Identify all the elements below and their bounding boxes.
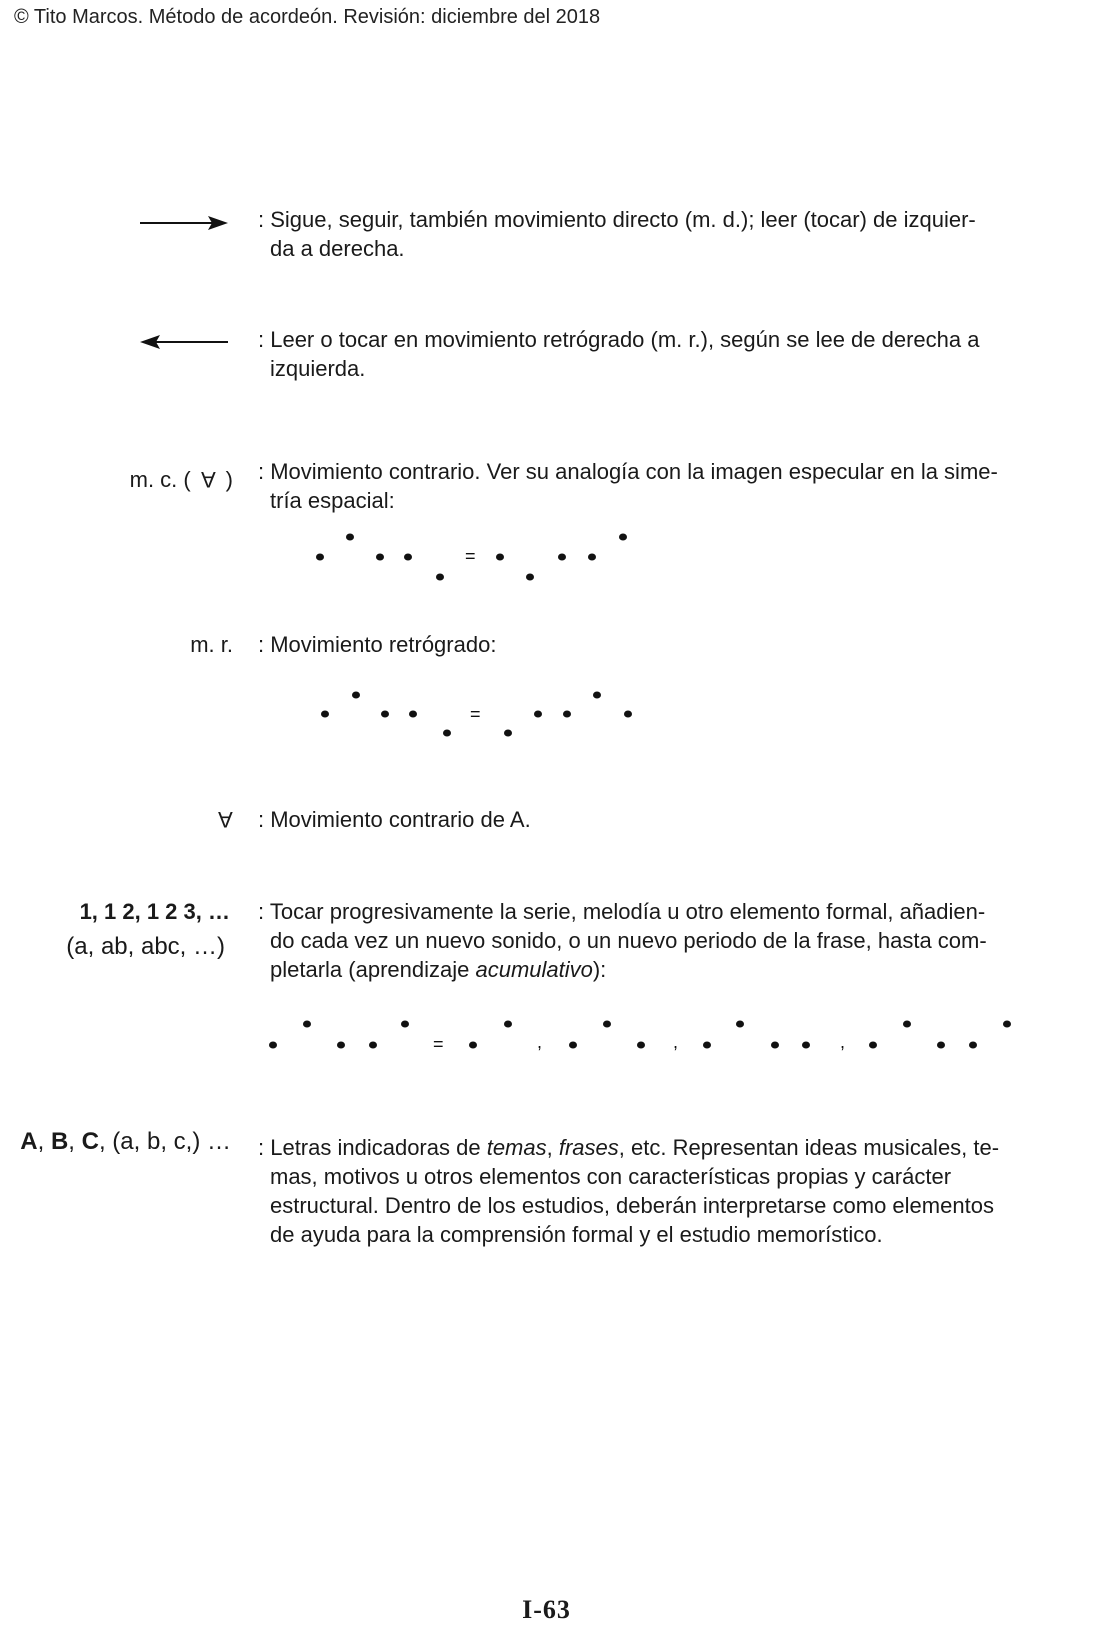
retro-arrow-description bbox=[258, 325, 1058, 383]
note-dot bbox=[903, 1021, 911, 1028]
letters-line-1-pre: : Letras indicadoras de bbox=[258, 1135, 487, 1160]
note-dot bbox=[381, 711, 389, 718]
direct-line-2: da a derecha. bbox=[270, 236, 405, 261]
letters-line-4: de ayuda para la comprensión formal y el estudio memorístico. bbox=[270, 1222, 883, 1247]
comma-separator: , bbox=[840, 1032, 846, 1052]
inverted-a-symbol: A bbox=[200, 467, 216, 492]
note-dot bbox=[496, 554, 504, 561]
letters-line-1-post: , etc. Representan ideas musicales, te- bbox=[618, 1135, 1000, 1160]
retro-arrow-line-1: : Leer o tocar en movimiento retrógrado (m. r.), según se lee de derecha a bbox=[258, 327, 980, 352]
contrary-a-line-1: : Movimiento contrario de A. bbox=[258, 807, 531, 832]
letters-line-3: estructural. Dentro de los estudios, deberán interpretarse como elementos bbox=[270, 1193, 994, 1218]
cumulative-line-3-pre: pletarla (aprendizaje bbox=[270, 957, 476, 982]
cumulative-line-3-post: ): bbox=[592, 957, 607, 982]
letter-c: C bbox=[81, 1128, 99, 1155]
note-dot bbox=[593, 692, 601, 699]
inverted-a-symbol: A bbox=[218, 807, 233, 832]
letter-a: A bbox=[20, 1128, 38, 1155]
note-dot bbox=[771, 1042, 779, 1049]
contrary-label-suffix: ) bbox=[225, 467, 233, 492]
contrary-motion-dots bbox=[300, 525, 640, 590]
contrary-label-prefix: m. c. ( bbox=[129, 467, 191, 492]
note-dot bbox=[376, 554, 384, 561]
letters-label-rest: , (a, b, c,) … bbox=[98, 1128, 231, 1155]
note-dot bbox=[321, 711, 329, 718]
contrary-a-description bbox=[258, 805, 1058, 834]
note-dot bbox=[404, 554, 412, 561]
letter-b: B bbox=[50, 1128, 69, 1155]
retrograde-line-1: : Movimiento retrógrado: bbox=[258, 632, 497, 657]
note-dot bbox=[337, 1042, 345, 1049]
note-dot bbox=[1003, 1021, 1011, 1028]
cumulative-emphasis: acumulativo bbox=[475, 957, 593, 982]
note-dot bbox=[504, 1021, 512, 1028]
equals-sign: = bbox=[470, 704, 481, 724]
note-dot bbox=[802, 1042, 810, 1049]
retro-arrow-line-2: izquierda. bbox=[270, 356, 366, 381]
emphasis-temas: temas bbox=[486, 1135, 547, 1160]
cumulative-label-letters: (a, ab, abc, …) bbox=[66, 933, 225, 960]
contrary-line-1: : Movimiento contrario. Ver su analogía con la imagen especular en la sime- bbox=[258, 459, 998, 484]
page-number: I-63 bbox=[522, 1595, 571, 1624]
note-dot bbox=[624, 711, 632, 718]
contrary-label bbox=[130, 465, 233, 494]
equals-sign: = bbox=[465, 546, 476, 566]
note-dot bbox=[469, 1042, 477, 1049]
note-dot bbox=[563, 711, 571, 718]
note-dot bbox=[303, 1021, 311, 1028]
cumulative-line-3 bbox=[258, 955, 1058, 984]
note-dot bbox=[534, 711, 542, 718]
note-dot bbox=[369, 1042, 377, 1049]
equals-sign: = bbox=[433, 1034, 444, 1054]
note-dot bbox=[346, 534, 354, 541]
note-dot bbox=[558, 554, 566, 561]
contrary-line-2: tría espacial: bbox=[270, 488, 395, 513]
note-dot bbox=[409, 711, 417, 718]
cumulative-line-2: do cada vez un nuevo sonido, o un nuevo periodo de la frase, hasta com- bbox=[270, 928, 987, 953]
note-dot bbox=[401, 1021, 409, 1028]
retrograde-motion-dots bbox=[305, 680, 645, 745]
direct-line-1: : Sigue, seguir, también movimiento directo (m. d.); leer (tocar) de izquier- bbox=[258, 207, 976, 232]
letters-label bbox=[20, 1127, 231, 1156]
retrograde-label: m. r. bbox=[190, 632, 233, 657]
cumulative-dots bbox=[255, 1012, 1025, 1062]
note-dot bbox=[603, 1021, 611, 1028]
note-dot bbox=[569, 1042, 577, 1049]
emphasis-frases: frases bbox=[558, 1135, 619, 1160]
letter-separator: , bbox=[37, 1128, 51, 1155]
note-dot bbox=[869, 1042, 877, 1049]
direct-description bbox=[258, 205, 1058, 263]
comma-separator: , bbox=[537, 1032, 543, 1052]
copyright-header: © Tito Marcos. Método de acordeón. Revisión: diciembre del 2018 bbox=[14, 6, 601, 28]
arrow-right-icon bbox=[138, 213, 230, 233]
note-dot bbox=[316, 554, 324, 561]
letters-line-2: mas, motivos u otros elementos con características propias y carácter bbox=[270, 1164, 952, 1189]
note-dot bbox=[703, 1042, 711, 1049]
cumulative-line-1: : Tocar progresivamente la serie, melodía u otro elemento formal, añadien- bbox=[258, 899, 986, 924]
note-dot bbox=[969, 1042, 977, 1049]
note-dot bbox=[588, 554, 596, 561]
note-dot bbox=[619, 534, 627, 541]
letters-line-1 bbox=[258, 1133, 1058, 1162]
retrograde-description bbox=[258, 630, 1058, 659]
note-dot bbox=[269, 1042, 277, 1049]
comma-separator: , bbox=[673, 1032, 679, 1052]
note-dot bbox=[937, 1042, 945, 1049]
note-dot bbox=[504, 730, 512, 737]
letter-separator: , bbox=[68, 1128, 82, 1155]
note-dot bbox=[436, 574, 444, 581]
cumulative-label-numbers: 1, 1 2, 1 2 3, … bbox=[79, 899, 230, 924]
letters-description bbox=[258, 1133, 1058, 1249]
note-dot bbox=[736, 1021, 744, 1028]
note-dot bbox=[637, 1042, 645, 1049]
note-dot bbox=[526, 574, 534, 581]
arrow-left-icon bbox=[138, 332, 230, 352]
cumulative-description bbox=[258, 897, 1058, 984]
contrary-description bbox=[258, 457, 1058, 515]
letters-line-1-mid: , bbox=[546, 1135, 559, 1160]
note-dot bbox=[352, 692, 360, 699]
contrary-a-label bbox=[218, 805, 233, 834]
note-dot bbox=[443, 730, 451, 737]
